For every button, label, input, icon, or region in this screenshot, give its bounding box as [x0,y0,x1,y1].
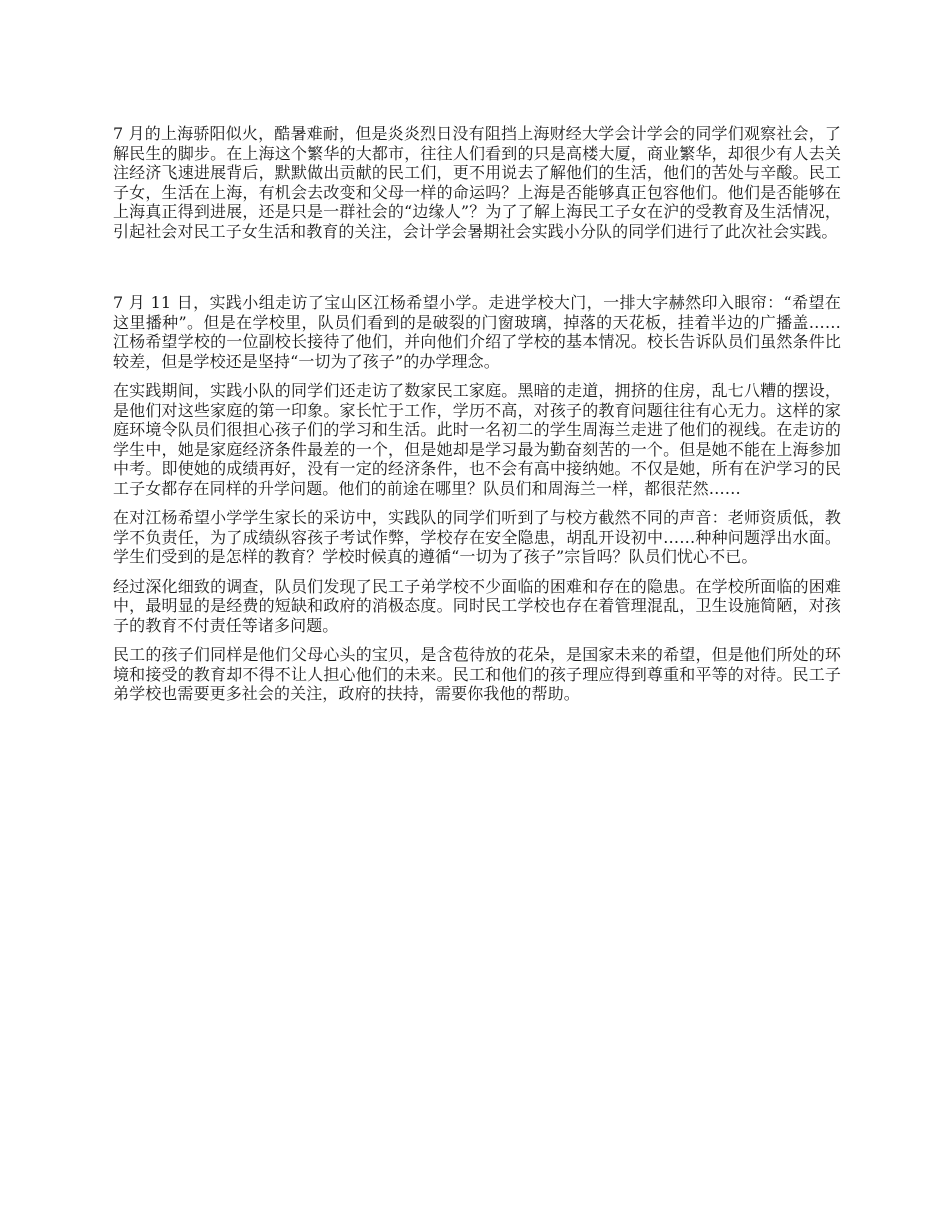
paragraph-family-visits: 在实践期间，实践小队的同学们还走访了数家民工家庭。黑暗的走道，拥挤的住房，乱七八糟的摆设，是他们对这些家庭的第一印象。家长忙于工作，学历不高，对孩子的教育问题往往有心无力。这样的家庭环境令队员们很担心孩子们的学习和生活。此时一名初二的学生周海兰走进了他们的视线。在走访的学生中，她是家庭经济条件最差的一个，但是她却是学习最为勤奋刻苦的一个。但是她不能在上海参加中考。即使她的成绩再好，没有一定的经济条件，也不会有高中接纳她。不仅是她，所有在沪学习的民工子女都存在同样的升学问题。他们的前途在哪里？队员们和周海兰一样，都很茫然…… [113,381,841,498]
paragraph-parent-interviews: 在对江杨希望小学学生家长的采访中，实践队的同学们听到了与校方截然不同的声音：老师资质低，教学不负责任，为了成绩纵容孩子考试作弊，学校存在安全隐患，胡乱开设初中……种种问题浮出水面。学生们受到的是怎样的教育？学校时候真的遵循“一切为了孩子”宗旨吗？队员们忧心不已。 [113,508,841,566]
paragraph-conclusion: 民工的孩子们同样是他们父母心头的宝贝，是含苞待放的花朵，是国家未来的希望，但是他们所处的环境和接受的教育却不得不让人担心他们的未来。民工和他们的孩子理应得到尊重和平等的对待。民工子弟学校也需要更多社会的关注，政府的扶持，需要你我他的帮助。 [113,645,841,703]
paragraph-intro: 7 月的上海骄阳似火，酷暑难耐，但是炎炎烈日没有阻挡上海财经大学会计学会的同学们观察社会，了解民生的脚步。在上海这个繁华的大都市，往往人们看到的只是高楼大厦，商业繁华，却很少有人去关注经济飞速进展背后，默默做出贡献的民工们，更不用说去了解他们的生活，他们的苦处与辛酸。民工子女，生活在上海，有机会去改变和父母一样的命运吗？上海是否能够真正包容他们。他们是否能够在上海真正得到进展，还是只是一群社会的“边缘人”？为了了解上海民工子女在沪的受教育及生活情况，引起社会对民工子女生活和教育的关注，会计学会暑期社会实践小分队的同学们进行了此次社会实践。 [113,124,841,241]
paragraph-school-visit: 7 月 11 日，实践小组走访了宝山区江杨希望小学。走进学校大门，一排大字赫然印入眼帘：“希望在这里播种”。但是在学校里，队员们看到的是破裂的门窗玻璃，掉落的天花板，挂着半边的广播盖……江杨希望学校的一位副校长接待了他们，并向他们介绍了学校的基本情况。校长告诉队员们虽然条件比较差，但是学校还是坚持“一切为了孩子”的办学理念。 [113,293,841,371]
paragraph-gap [113,241,841,293]
paragraph-findings: 经过深化细致的调查，队员们发现了民工子弟学校不少面临的困难和存在的隐患。在学校所面临的困难中，最明显的是经费的短缺和政府的消极态度。同时民工学校也存在着管理混乱，卫生设施简陋，对孩子的教育不付责任等诸多问题。 [113,576,841,635]
document-body [113,124,841,714]
